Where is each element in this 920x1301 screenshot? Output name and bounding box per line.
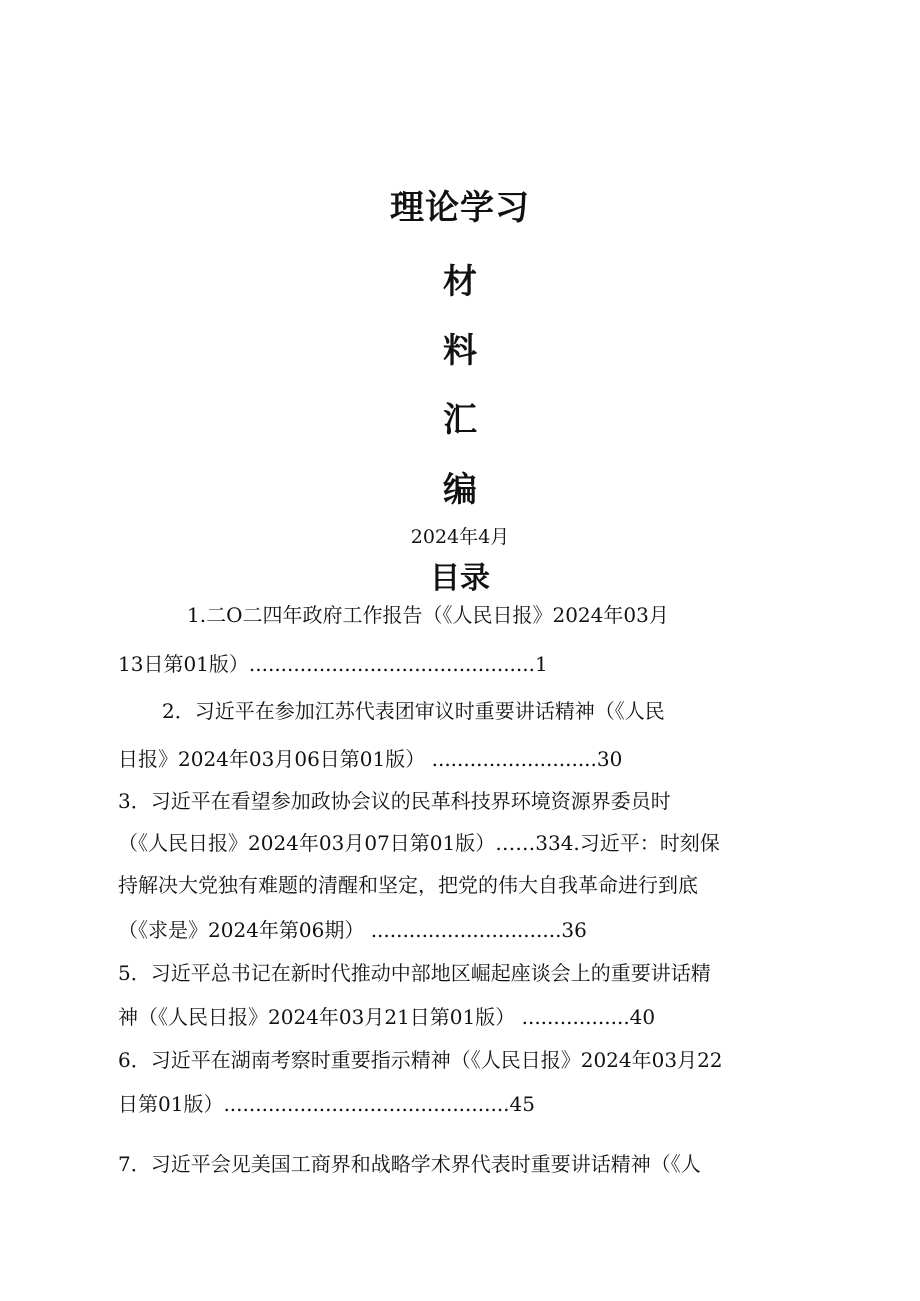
toc-entry-line: 3．习近平在看望参加政协会议的民革科技界环境资源界委员时 (118, 789, 671, 813)
toc-entry-line: 13日第01版）.............................................1 (118, 652, 548, 676)
cover-char: 料 (443, 331, 477, 371)
cover-title: 理论学习 (390, 188, 530, 228)
cover-char: 编 (443, 470, 477, 510)
toc-entry-line: 5．习近平总书记在新时代推动中部地区崛起座谈会上的重要讲话精 (118, 961, 711, 985)
toc-entry-line: 日第01版）.............................................45 (118, 1092, 535, 1116)
toc-entry-line: 持解决大党独有难题的清醒和坚定，把党的伟大自我革命进行到底 (118, 873, 698, 897)
toc-heading: 目录 (430, 561, 490, 596)
cover-char: 材 (443, 262, 477, 302)
toc-entry-line: 2．习近平在参加江苏代表团审议时重要讲话精神（《人民 (162, 699, 665, 723)
toc-entry-line: 6．习近平在湖南考察时重要指示精神（《人民日报》2024年03月22 (118, 1048, 723, 1072)
toc-entry-line: 1.二O二四年政府工作报告（《人民日报》2024年03月 (187, 603, 669, 627)
cover-date: 2024年4月 (410, 526, 510, 548)
cover-char: 汇 (443, 400, 477, 440)
toc-entry-line: 7．习近平会见美国工商界和战略学术界代表时重要讲话精神（《人 (118, 1152, 701, 1176)
toc-entry-line: 神（《人民日报》2024年03月21日第01版） .................40 (118, 1005, 656, 1029)
toc-entry-line: 日报》2024年03月06日第01版） ..........................30 (118, 747, 623, 771)
toc-entry-line: （《人民日报》2024年03月07日第01版）……334.习近平：时刻保 (118, 831, 720, 855)
toc-entry-line: （《求是》2024年第06期） ..............................36 (118, 918, 587, 942)
